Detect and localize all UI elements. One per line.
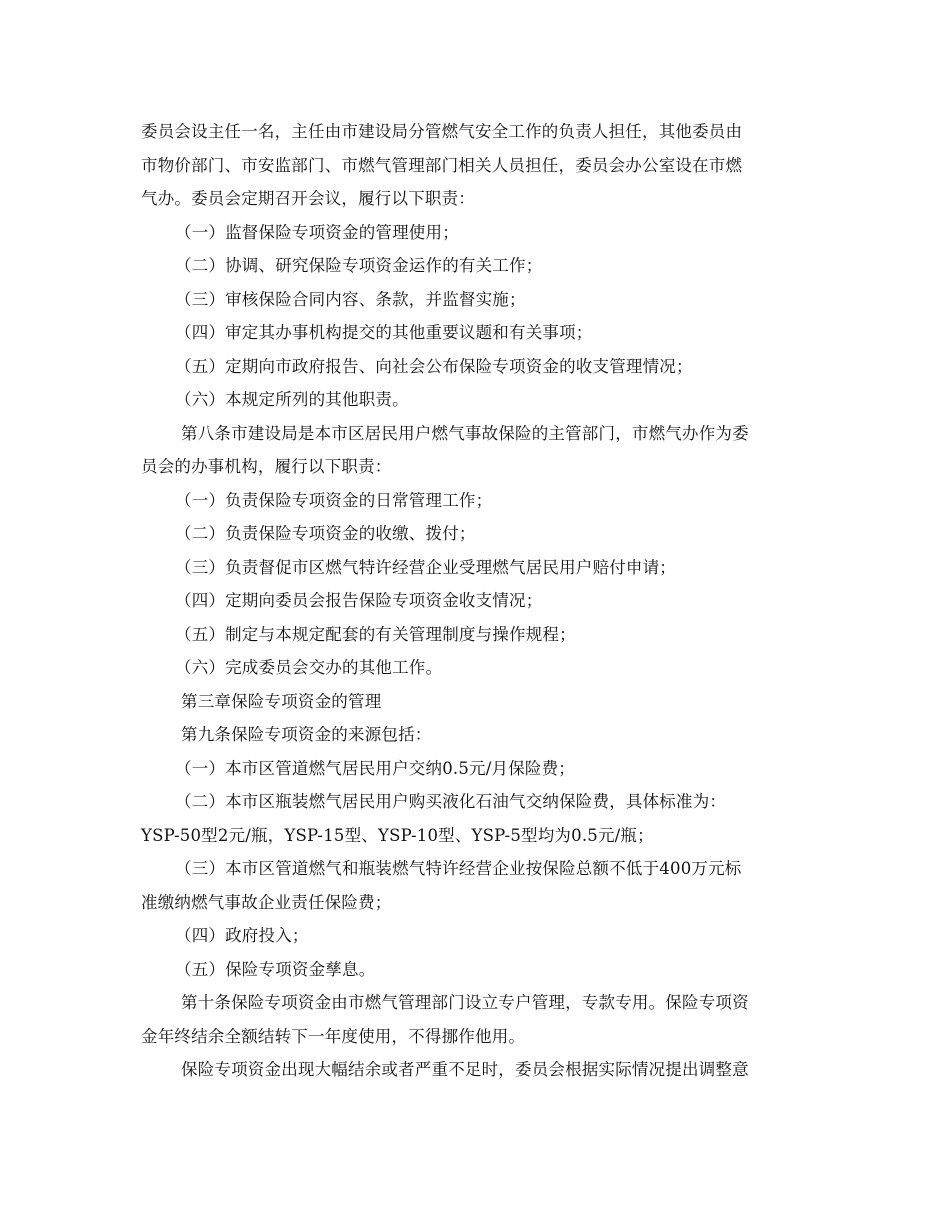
paragraph-line: 市物价部门、市安监部门、市燃气管理部门相关人员担任，委员会办公室设在市燃 [141, 155, 743, 175]
list-item: （四）审定其办事机构提交的其他重要议题和有关事项； [175, 323, 593, 342]
paragraph-line: 委员会设主任一名，主任由市建设局分管燃气安全工作的负责人担任，其他委员由 [141, 122, 743, 141]
article-heading-line: 第九条保险专项资金的来源包括： [181, 725, 432, 744]
list-item: （四）定期向委员会报告保险专项资金收支情况； [175, 591, 543, 610]
list-item: （一）负责保险专项资金的日常管理工作； [175, 490, 493, 510]
paragraph-line: 准缴纳燃气事故企业责任保险费； [141, 892, 392, 912]
list-item: （三）本市区管道燃气和瓶装燃气特许经营企业按保险总额不低于400万元标 [175, 859, 742, 878]
list-item: （三）审核保险合同内容、条款，并监督实施； [175, 289, 526, 309]
list-item: （一）监督保险专项资金的管理使用； [175, 222, 459, 242]
article-heading-line: 第十条保险专项资金由市燃气管理部门设立专户管理，专款专用。保险专项资 [181, 993, 749, 1012]
paragraph-line: 气办。委员会定期召开会议，履行以下职责： [141, 189, 475, 208]
paragraph-line: 保险专项资金出现大幅结余或者严重不足时，委员会根据实际情况提出调整意 [181, 1060, 749, 1079]
paragraph-line: 金年终结余全额结转下一年度使用，不得挪作他用。 [141, 1026, 526, 1046]
paragraph-line: YSP-50型2元/瓶，YSP-15型、YSP-10型、YSP-5型均为0.5元/瓶； [141, 825, 654, 845]
list-item: （五）定期向市政府报告、向社会公布保险专项资金的收支管理情况； [175, 356, 693, 376]
list-item: （六）完成委员会交办的其他工作。 [175, 658, 443, 677]
list-item: （五）制定与本规定配套的有关管理制度与操作规程； [175, 624, 576, 644]
list-item: （二）本市区瓶装燃气居民用户购买液化石油气交纳保险费，具体标准为： [175, 792, 727, 811]
list-item: （六）本规定所列的其他职责。 [175, 390, 409, 409]
list-item: （二）协调、研究保险专项资金运作的有关工作； [175, 256, 543, 275]
list-item: （四）政府投入； [175, 926, 309, 945]
list-item: （二）负责保险专项资金的收缴、拨付； [175, 524, 476, 543]
list-item: （一）本市区管道燃气居民用户交纳0.5元/月保险费； [175, 758, 575, 778]
list-item: （五）保险专项资金孳息。 [175, 959, 376, 979]
document-body [141, 115, 816, 1087]
chapter-heading: 第三章保险专项资金的管理 [181, 691, 382, 711]
paragraph-line: 员会的办事机构，履行以下职责： [141, 457, 392, 476]
article-heading-line: 第八条市建设局是本市区居民用户燃气事故保险的主管部门，市燃气办作为委 [181, 423, 749, 443]
list-item: （三）负责督促市区燃气特许经营企业受理燃气居民用户赔付申请； [175, 557, 676, 577]
